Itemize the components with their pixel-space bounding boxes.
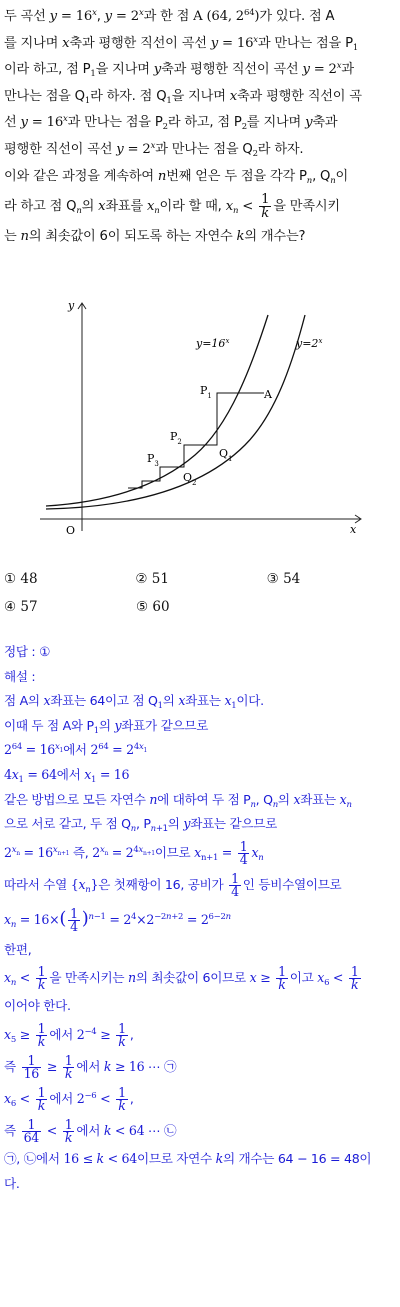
choice-3[interactable]: ③ 54 xyxy=(266,571,301,587)
problem-line: 선 $y = 16^x$과 만나는 점을 $P_2$라 하고, 점 $P_2$를 지나며 y축과 xyxy=(4,114,338,133)
exponential-curves-graph xyxy=(30,295,370,535)
point-q2-label: $Q_2$ xyxy=(183,471,197,487)
curve-2x xyxy=(46,315,305,509)
staircase-path xyxy=(128,393,264,488)
curve-2x-label: $y=2^x$ xyxy=(296,337,323,350)
choice-4[interactable]: ④ 57 xyxy=(4,599,38,615)
solution-line: 즉 $\frac{1}{64}$ < $\frac{1}{k}$ 에서 k < 64 ⋯ ㉡ xyxy=(4,1116,177,1145)
curve-16x xyxy=(46,315,268,506)
problem-line: 는 n의 최솟값이 6이 되도록 하는 자연수 k의 개수는? xyxy=(4,229,306,245)
solution-line: 으로 서로 같고, 두 점 $Q_n$, $P_{n+1}$의 y좌표는 같으므로 xyxy=(4,816,277,835)
problem-statement xyxy=(4,4,398,251)
solution-line: $x_n$ < $\frac{1}{k}$ 을 만족시키는 n의 최솟값이 6이므로 x ≥ $\frac{1}{k}$ 이고 $x_6$ < $\frac{1}{k}$ xyxy=(4,964,359,993)
solution-line: $x_6$ < $\frac{1}{k}$ 에서 $2^{-6}$ < $\frac{1}{k}$ , xyxy=(4,1084,134,1113)
point-p2-label: $P_2$ xyxy=(170,430,182,446)
problem-line: 이라 하고, 점 $P_1$을 지나며 y축과 평행한 직선이 곡선 $y = 2^x$과 xyxy=(4,61,354,80)
x-axis-label: x xyxy=(350,523,357,535)
solution-line: $4x_1 = 64$에서 $x_1 = 16$ xyxy=(4,766,130,785)
solution xyxy=(4,640,398,1196)
problem-line: 만나는 점을 $Q_1$라 하자. 점 $Q_1$을 지나며 x축과 평행한 직선이 곡 xyxy=(4,88,362,106)
solution-line: $2^{64} = 16^{x_1}$에서 $2^{64} = 2^{4x_1}$ xyxy=(4,742,147,758)
answer-line: 정답 : ① xyxy=(4,644,51,659)
point-q1-label: $Q_1$ xyxy=(219,447,233,463)
solution-line: 즉 $\frac{1}{16}$ ≥ $\frac{1}{k}$ 에서 k ≥ 16 ⋯ ㉠ xyxy=(4,1052,177,1081)
point-p3-label: $P_3$ xyxy=(147,452,159,468)
solution-line: 다. xyxy=(4,1175,20,1191)
point-p1-label: $P_1$ xyxy=(200,384,212,400)
problem-line: 라 하고 점 $Q_n$의 x좌표를 $x_n$이라 할 때, $x_n$ < $\frac{1}{k}$ 을 만족시키 xyxy=(4,191,340,221)
choice-2[interactable]: ② 51 xyxy=(135,571,169,587)
solution-line: 따라서 수열 $\{x_n\}$은 첫째항이 16, 공비가 $\frac{1}{4}$ 인 등비수열이므로 xyxy=(4,870,342,899)
solution-line: 점 A의 x좌표는 64이고 점 $Q_1$의 x좌표는 $x_1$이다. xyxy=(4,693,264,712)
choice-row xyxy=(4,565,398,593)
y-axis-label: y xyxy=(68,299,75,312)
solution-heading: 해설 : xyxy=(4,668,36,684)
problem-line: 평행한 직선이 곡선 $y = 2^x$과 만나는 점을 $Q_2$라 하자. xyxy=(4,140,304,159)
choice-5[interactable]: ⑤ 60 xyxy=(136,599,170,615)
solution-line: 이때 두 점 A와 $P_1$의 y좌표가 같으므로 xyxy=(4,717,209,736)
solution-line: ㉠, ㉡에서 16 ≤ k < 64이므로 자연수 k의 개수는 64 − 16 = 48이 xyxy=(4,1150,372,1166)
answer-choices xyxy=(4,565,398,621)
solution-line: $x_5$ ≥ $\frac{1}{k}$ 에서 $2^{-4}$ ≥ $\frac{1}{k}$ , xyxy=(4,1020,134,1049)
problem-line: 두 곡선 $y = 16^x$, $y = 2^x$과 한 점 A (64, $2^{64}$)가 있다. 점 A xyxy=(4,8,335,24)
origin-label: O xyxy=(66,524,76,535)
solution-line: $2^{x_n} = 16^{x_{n+1}}$ 즉, $2^{x_n} = 2^{4x_{n+1}}$이므로 $x_{n+1}$ = $\frac{1}{4}$ $x_n$ xyxy=(4,838,264,867)
choice-1[interactable]: ① 48 xyxy=(4,571,38,587)
curve-16x-label: $y=16^x$ xyxy=(196,337,230,350)
solution-line: 이어야 한다. xyxy=(4,998,71,1014)
choice-row xyxy=(4,593,398,621)
solution-line: $x_n = 16\times$( $\frac{1}{4}$ )$^{n-1} = 2^4\times 2^{-2n+2} = 2^{6-2n}$ xyxy=(4,905,231,934)
point-a-label: A xyxy=(264,388,272,401)
problem-line: 이와 같은 과정을 계속하여 n번째 얻은 두 점을 각각 $P_n$, $Q_n$이 xyxy=(4,168,349,186)
solution-line: 한편, xyxy=(4,941,32,957)
problem-line: 를 지나며 x축과 평행한 직선이 곡선 $y = 16^x$과 만나는 점을 $P_1$ xyxy=(4,34,359,53)
solution-line: 같은 방법으로 모든 자연수 n에 대하여 두 점 $P_n$, $Q_n$의 x좌표는 $x_n$ xyxy=(4,791,352,810)
